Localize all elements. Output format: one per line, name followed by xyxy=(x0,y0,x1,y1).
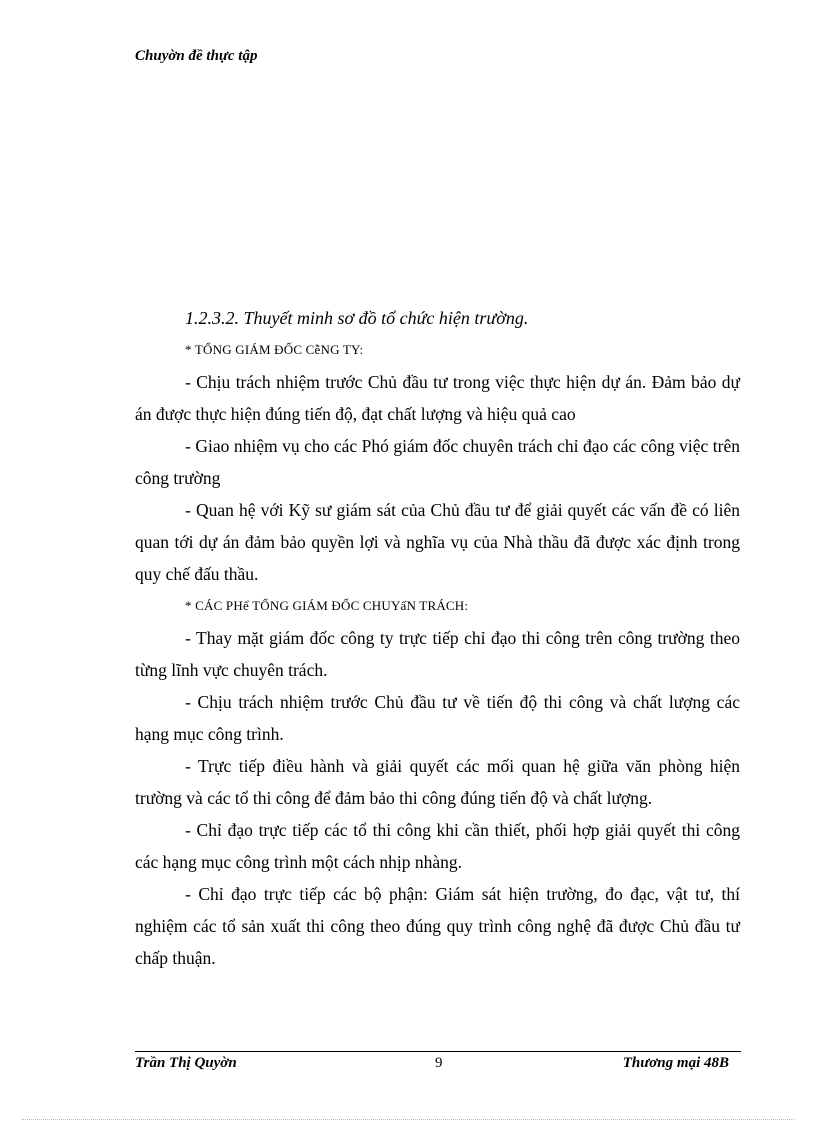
paragraph: - Chịu trách nhiệm trước Chủ đầu tư trong việc thực hiện dự án. Đảm bảo dự án được thực hiện đúng tiến độ, đạt chất lượng và hiệu quả cao xyxy=(135,372,740,424)
paragraph: - Chịu trách nhiệm trước Chủ đầu tư về tiến độ thi công và chất lượng các hạng mục công trình. xyxy=(135,692,740,744)
footer-divider xyxy=(135,1051,741,1052)
header-title: Chuyờn đề thực tập xyxy=(135,48,258,64)
footer-class-name: Thương mại 48B xyxy=(622,1055,729,1071)
paragraph: - Chỉ đạo trực tiếp các tổ thi công khi cần thiết, phối hợp giải quyết thi công các hạng mục công trình một cách nhịp nhàng. xyxy=(135,820,740,872)
page-bottom-border xyxy=(22,1119,794,1120)
paragraph: - Trực tiếp điều hành và giải quyết các mối quan hệ giữa văn phòng hiện trường và các tổ thi công để đảm bảo thi công đúng tiến độ và chất lượng. xyxy=(135,756,740,808)
paragraph: - Quan hệ với Kỹ sư giám sát của Chủ đầu tư để giải quyết các vấn đề có liên quan tới dự án đảm bảo quyền lợi và nghĩa vụ của Nhà thầu đã được xác định trong quy chế đấu thầu. xyxy=(135,500,740,584)
paragraph: - Thay mặt giám đốc công ty trực tiếp chỉ đạo thi công trên công trường theo từng lĩnh vực chuyên trách. xyxy=(135,628,740,680)
footer-author: Trần Thị Quyờn xyxy=(135,1055,237,1071)
body-content xyxy=(135,302,740,974)
section-heading: 1.2.3.2. Thuyết minh sơ đồ tổ chức hiện trường. xyxy=(185,308,529,328)
sub-heading-deputy-directors: * CÁC PHể TỔNG GIÁM ĐỐC CHUYấN TRÁCH: xyxy=(185,598,469,613)
sub-heading-general-director: * TỔNG GIÁM ĐỐC CễNG TY: xyxy=(185,342,364,357)
page-number: 9 xyxy=(435,1055,443,1071)
paragraph: - Chỉ đạo trực tiếp các bộ phận: Giám sát hiện trường, đo đạc, vật tư, thí nghiệm các tổ sản xuất thi công theo đúng quy trình công nghệ đã được Chủ đầu tư chấp thuận. xyxy=(135,884,740,968)
paragraph: - Giao nhiệm vụ cho các Phó giám đốc chuyên trách chỉ đạo các công việc trên công trường xyxy=(135,436,740,488)
footer xyxy=(135,1055,741,1077)
